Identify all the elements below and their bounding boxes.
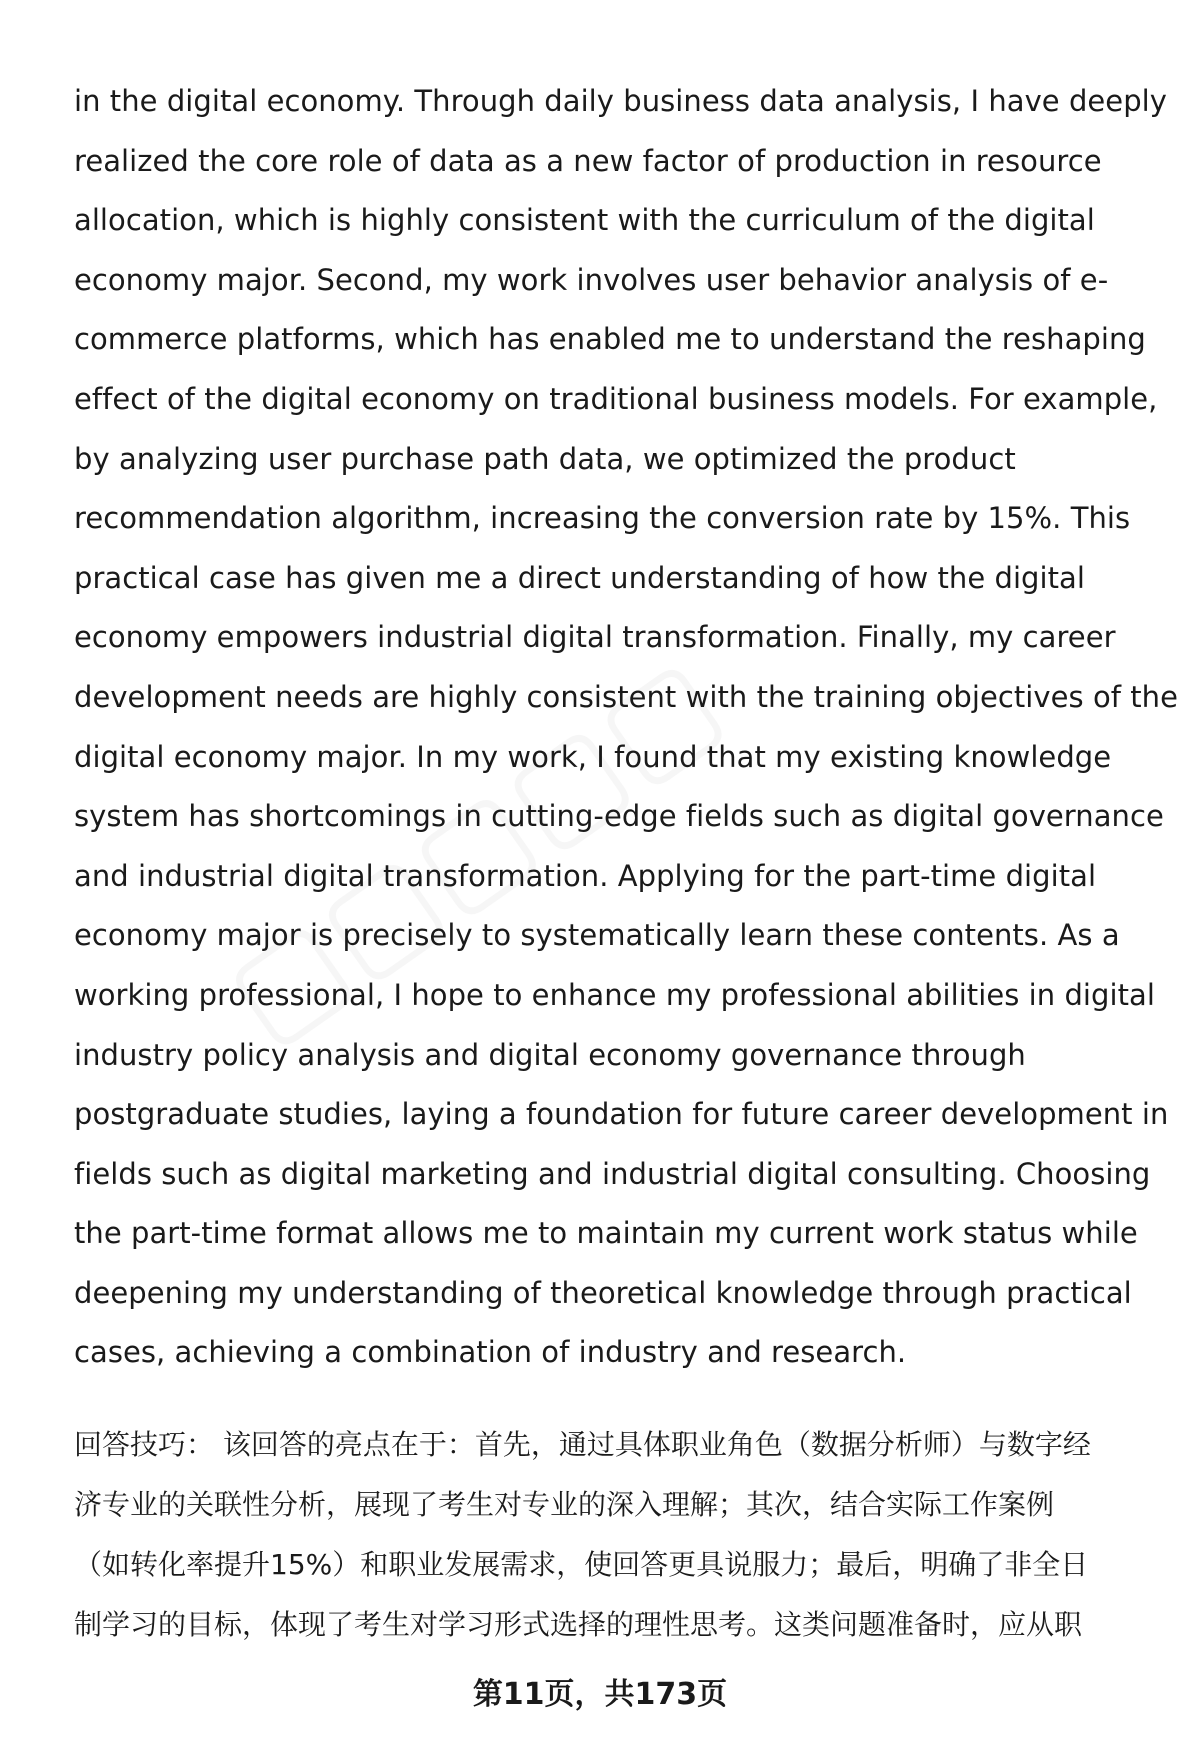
body-line: cases, achieving a combination of industry and research. — [74, 1335, 907, 1370]
body-line: by analyzing user purchase path data, we optimized the product — [74, 441, 1016, 476]
body-line: the part-time format allows me to maintain my current work status while — [74, 1216, 1138, 1251]
body-line: practical case has given me a direct understanding of how the digital — [74, 560, 1085, 595]
body-line: economy major is precisely to systematically learn these contents. As a — [74, 918, 1120, 953]
tips-line: 回答技巧： 该回答的亮点在于：首先，通过具体职业角色（数据分析师）与数字经 — [74, 1428, 1091, 1461]
body-line: allocation, which is highly consistent with the curriculum of the digital — [74, 203, 1095, 238]
body-line: recommendation algorithm, increasing the conversion rate by 15%. This — [74, 501, 1131, 536]
body-line: commerce platforms, which has enabled me to understand the reshaping — [74, 322, 1146, 357]
body-line: industry policy analysis and digital economy governance through — [74, 1037, 1026, 1072]
body-paragraph — [74, 72, 1179, 1383]
body-line: effect of the digital economy on traditional business models. For example, — [74, 381, 1158, 416]
body-line: economy empowers industrial digital transformation. Finally, my career — [74, 620, 1116, 655]
answer-tips-paragraph — [74, 1415, 1164, 1655]
body-line: in the digital economy. Through daily business data analysis, I have deeply — [74, 84, 1167, 118]
body-line: system has shortcomings in cutting-edge fields such as digital governance — [74, 799, 1164, 834]
body-line: development needs are highly consistent with the training objectives of the — [74, 679, 1179, 714]
page-number: 第11页，共173页 — [472, 1677, 728, 1712]
body-line: fields such as digital marketing and industrial digital consulting. Choosing — [74, 1156, 1151, 1191]
body-line: working professional, I hope to enhance my professional abilities in digital — [74, 977, 1155, 1012]
body-line: economy major. Second, my work involves user behavior analysis of e- — [74, 262, 1109, 297]
body-line: deepening my understanding of theoretical knowledge through practical — [74, 1275, 1132, 1310]
body-line: digital economy major. In my work, I found that my existing knowledge — [74, 739, 1112, 774]
body-line: realized the core role of data as a new factor of production in resource — [74, 143, 1102, 178]
tips-line: 济专业的关联性分析，展现了考生对专业的深入理解；其次，结合实际工作案例 — [74, 1488, 1055, 1521]
body-line: postgraduate studies, laying a foundation for future career development in — [74, 1097, 1169, 1132]
tips-line: （如转化率提升15%）和职业发展需求，使回答更具说服力；最后，明确了非全日 — [74, 1548, 1089, 1581]
body-line: and industrial digital transformation. Applying for the part-time digital — [74, 858, 1097, 893]
tips-line: 制学习的目标，体现了考生对学习形式选择的理性思考。这类问题准备时，应从职 — [74, 1608, 1083, 1641]
